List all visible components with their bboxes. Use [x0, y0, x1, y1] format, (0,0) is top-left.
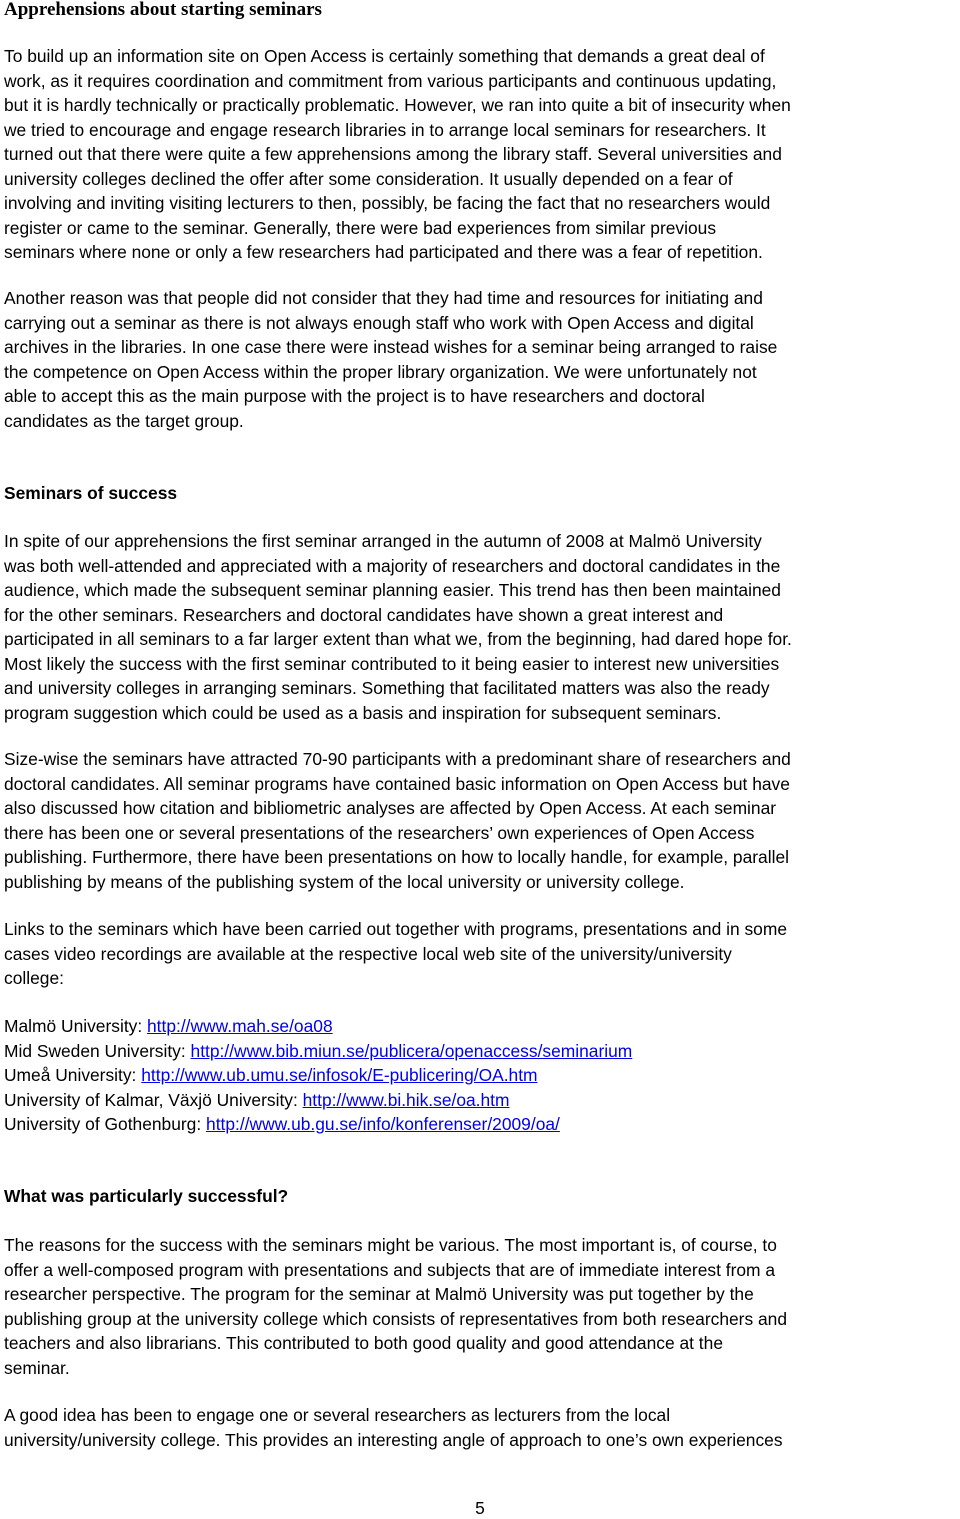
text-line: carrying out a seminar as there is not always enough staff who work with Open Access and digital: [4, 312, 754, 333]
text-line: Size-wise the seminars have attracted 70-90 participants with a predominant share of researchers and: [4, 749, 791, 769]
text-line: involving and inviting visiting lecturers to then, possibly, be facing the fact that no researchers would: [4, 193, 771, 213]
paragraph-links-intro: [4, 917, 960, 991]
text-line: turned out that there were quite a few apprehensions among the library staff. Several universities and: [4, 144, 782, 164]
seminar-link-item: [4, 1112, 960, 1137]
seminar-links-list: [4, 1014, 960, 1137]
university-name: University of Kalmar, Växjö University:: [4, 1089, 303, 1110]
text-line: university colleges declined the offer after some consideration. It usually depended on a fear of: [4, 168, 733, 189]
text-line: seminars where none or only a few researchers had participated and there was a fear of repetition.: [4, 242, 763, 262]
seminar-link[interactable]: http://www.mah.se/oa08: [147, 1016, 333, 1036]
text-line: seminar.: [4, 1357, 70, 1378]
section-heading-particularly-successful: What was particularly successful?: [4, 1186, 289, 1206]
university-name: Mid Sweden University:: [4, 1040, 191, 1061]
text-line: audience, which made the subsequent seminar planning easier. This trend has then been maintained: [4, 580, 781, 600]
text-line: publishing group at the university college which consists of representatives from both researchers and: [4, 1308, 787, 1329]
text-line: teachers and also librarians. This contributed to both good quality and good attendance at the: [4, 1333, 723, 1353]
text-line: also discussed how citation and bibliometric analyses are affected by Open Access. At each seminar: [4, 798, 777, 818]
paragraph-success-2: [4, 747, 960, 894]
text-line: register or came to the seminar. Generally, there were bad experiences from similar previous: [4, 217, 717, 238]
text-line: and university colleges in arranging seminars. Something that facilitated matters was also the ready: [4, 678, 770, 698]
paragraph-apprehensions-2: [4, 286, 960, 433]
text-line: but it is hardly technically or practically problematic. However, we ran into quite a bit of insecurity when: [4, 95, 791, 115]
seminar-link-item: [4, 1063, 960, 1088]
section-heading-apprehensions: Apprehensions about starting seminars: [4, 0, 322, 20]
text-line: was both well-attended and appreciated with a majority of researchers and doctoral candidates in the: [4, 555, 781, 576]
seminar-link[interactable]: http://www.ub.umu.se/infosok/E-publicering/OA.htm: [141, 1065, 538, 1085]
seminar-link-item: [4, 1039, 960, 1064]
text-line: The reasons for the success with the seminars might be various. The most important is, of course, to: [4, 1235, 777, 1255]
text-line: publishing by means of the publishing system of the local university or university college.: [4, 871, 685, 892]
text-line: there has been one or several presentations of the researchers’ own experiences of Open Access: [4, 822, 755, 843]
text-line: publishing. Furthermore, there have been presentations on how to locally handle, for example, parallel: [4, 847, 789, 867]
text-line: Links to the seminars which have been carried out together with programs, presentations and in some: [4, 919, 788, 939]
paragraph-good-idea: [4, 1403, 960, 1452]
text-line: the competence on Open Access within the proper library organization. We were unfortunately not: [4, 361, 757, 382]
paragraph-apprehensions-1: [4, 44, 960, 265]
seminar-link[interactable]: http://www.bi.hik.se/oa.htm: [302, 1089, 510, 1110]
paragraph-success-1: [4, 529, 960, 725]
text-line: program suggestion which could be used as a basis and inspiration for subsequent seminars.: [4, 702, 722, 723]
text-line: we tried to encourage and engage research libraries in to arrange local seminars for researchers. It: [4, 119, 766, 140]
seminar-link-item: [4, 1088, 960, 1113]
text-line: cases video recordings are available at the respective local web site of the university/university: [4, 943, 732, 964]
section-heading-seminars-of-success: Seminars of success: [4, 483, 178, 503]
text-line: participated in all seminars to a far larger extent than what we, from the beginning, had dared hope for.: [4, 629, 792, 649]
text-line: for the other seminars. Researchers and doctoral candidates have shown a great interest and: [4, 604, 724, 625]
paragraph-reasons: [4, 1233, 960, 1380]
text-line: In spite of our apprehensions the first seminar arranged in the autumn of 2008 at Malmö University: [4, 531, 762, 551]
text-line: able to accept this as the main purpose with the project is to have researchers and doctoral: [4, 386, 705, 406]
seminar-link[interactable]: http://www.bib.miun.se/publicera/openaccess/seminarium: [190, 1040, 633, 1061]
page-number: 5: [475, 1498, 485, 1518]
seminar-link[interactable]: http://www.ub.gu.se/info/konferenser/2009/oa/: [206, 1114, 560, 1134]
university-name: University of Gothenburg:: [4, 1114, 207, 1134]
text-line: college:: [4, 968, 64, 988]
text-line: university/university college. This provides an interesting angle of approach to one’s own experiences: [4, 1429, 783, 1450]
university-name: Malmö University:: [4, 1016, 148, 1036]
university-name: Umeå University:: [4, 1065, 142, 1085]
text-line: work, as it requires coordination and commitment from various participants and continuous updating,: [4, 70, 777, 91]
text-line: researcher perspective. The program for the seminar at Malmö University was put together by the: [4, 1284, 754, 1304]
text-line: Another reason was that people did not consider that they had time and resources for initiating and: [4, 288, 763, 308]
text-line: To build up an information site on Open Access is certainly something that demands a great deal of: [4, 46, 765, 66]
text-line: doctoral candidates. All seminar programs have contained basic information on Open Access but have: [4, 773, 790, 794]
text-line: Most likely the success with the first seminar contributed to it being easier to interest new universities: [4, 653, 780, 674]
text-line: offer a well-composed program with presentations and subjects that are of immediate interest from a: [4, 1259, 776, 1280]
text-line: archives in the libraries. In one case there were instead wishes for a seminar being arranged to raise: [4, 337, 778, 357]
text-line: A good idea has been to engage one or several researchers as lecturers from the local: [4, 1405, 671, 1425]
text-line: candidates as the target group.: [4, 410, 244, 431]
seminar-link-item: [4, 1014, 960, 1039]
